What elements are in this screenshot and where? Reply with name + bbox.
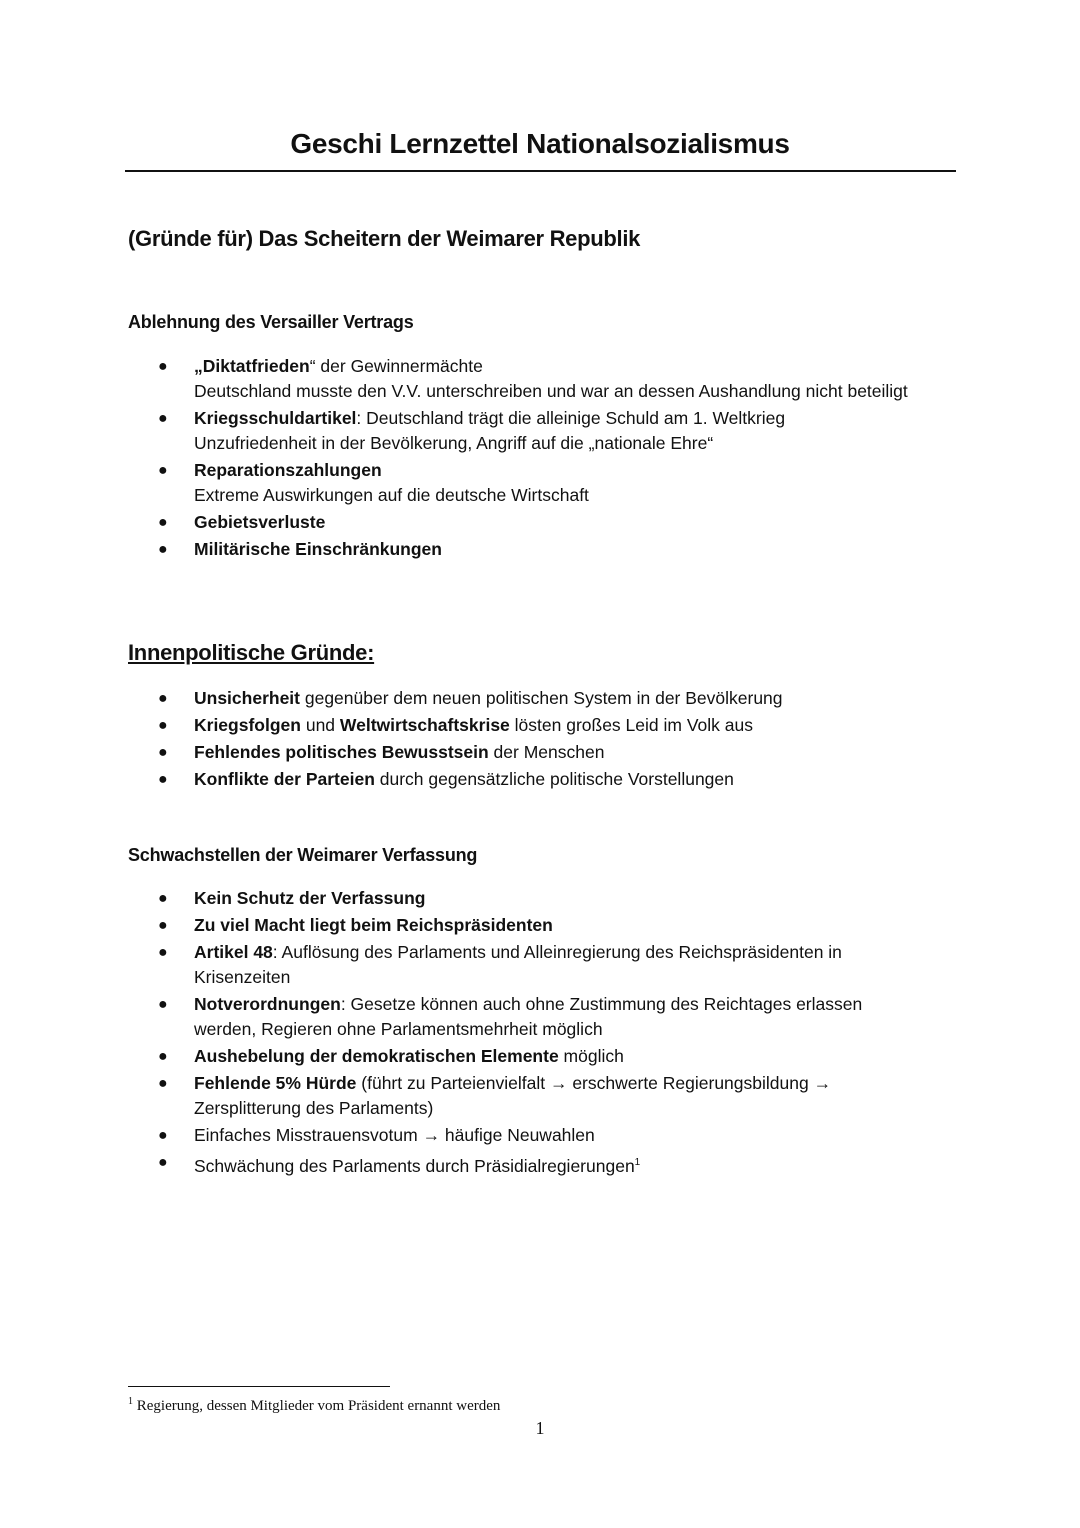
- list-item: [0, 740, 914, 765]
- item-text: lösten großes Leid im Volk aus: [509, 715, 753, 735]
- item-detail: Unzufriedenheit in der Bevölkerung, Angriff auf die „nationale Ehre“: [194, 433, 714, 453]
- title-underline: [125, 170, 956, 172]
- list-item: [0, 537, 914, 562]
- item-text: der Menschen: [488, 742, 605, 762]
- item-text: : Auflösung des Parlaments und Alleinregierung des Reichspräsidenten in Krisenzeiten: [194, 942, 842, 987]
- bullet-icon: ●: [158, 1048, 168, 1065]
- item-bold: Konflikte der Parteien: [194, 769, 375, 789]
- item-text: Schwächung des Parlaments durch Präsidialregierungen: [194, 1155, 635, 1176]
- item-bold: Gebietsverluste: [194, 512, 326, 532]
- bullet-icon: ●: [158, 771, 168, 788]
- item-text: : Gesetze können auch ohne Zustimmung des Reichtages erlassen werden, Regieren ohne Parlamentsmehrheit möglich: [194, 994, 863, 1039]
- item-text: : Deutschland trägt die alleinige Schuld am 1. Weltkrieg: [356, 408, 786, 428]
- list-versailles: [0, 354, 914, 564]
- bullet-icon: ●: [158, 944, 168, 961]
- list-item: [0, 686, 914, 711]
- item-text: “ der Gewinnermächte: [309, 356, 483, 376]
- bullet-icon: ●: [158, 514, 168, 531]
- item-text: und: [300, 715, 340, 735]
- list-item: [0, 1071, 914, 1121]
- bullet-icon: ●: [158, 744, 168, 761]
- item-text: (führt zu Parteienvielfalt → erschwerte Regierungsbildung → Zersplitterung des Parlaments): [194, 1073, 832, 1118]
- item-bold: Reparationszahlungen: [194, 460, 382, 480]
- footnote-reference[interactable]: 1: [634, 1157, 641, 1168]
- item-text: gegenüber dem neuen politischen System in der Bevölkerung: [300, 688, 783, 708]
- item-bold: Artikel 48: [194, 942, 273, 962]
- main-heading: (Gründe für) Das Scheitern der Weimarer Republik: [128, 226, 641, 251]
- item-bold: Militärische Einschränkungen: [194, 539, 442, 559]
- item-bold: Zu viel Macht liegt beim Reichspräsidenten: [194, 915, 553, 935]
- bullet-icon: ●: [158, 717, 168, 734]
- bullet-icon: ●: [158, 541, 168, 558]
- item-bold: Fehlende 5% Hürde: [194, 1073, 357, 1093]
- list-item: [0, 713, 914, 738]
- item-bold: Weltwirtschaftskrise: [339, 715, 510, 735]
- list-item: [0, 1123, 914, 1148]
- list-innenpolitik: [0, 686, 914, 794]
- item-bold: Kriegsschuldartikel: [194, 408, 357, 428]
- bullet-icon: ●: [158, 462, 168, 479]
- item-detail: Extreme Auswirkungen auf die deutsche Wirtschaft: [194, 485, 589, 505]
- item-bold: Fehlendes politisches Bewusstsein: [194, 742, 489, 762]
- item-bold: Aushebelung der demokratischen Elemente: [194, 1046, 559, 1066]
- list-item: [0, 1150, 914, 1179]
- item-bold: „Diktatfrieden: [194, 356, 310, 376]
- list-item: [0, 510, 914, 535]
- bullet-icon: ●: [158, 358, 168, 375]
- list-item: [0, 406, 914, 456]
- item-detail: Deutschland musste den V.V. unterschreiben und war an dessen Aushandlung nicht beteiligt: [194, 381, 908, 401]
- footnote-marker: 1: [128, 1396, 133, 1407]
- list-item: [0, 1044, 914, 1069]
- list-item: [0, 913, 914, 938]
- bullet-icon: ●: [158, 410, 168, 427]
- list-item: [0, 354, 914, 404]
- item-bold: Kriegsfolgen: [194, 715, 301, 735]
- bullet-icon: ●: [158, 890, 168, 907]
- bullet-icon: ●: [158, 996, 168, 1013]
- footnote-text: Regierung, dessen Mitglieder vom Präsident ernannt werden: [133, 1398, 501, 1414]
- section-heading-verfassung: Schwachstellen der Weimarer Verfassung: [128, 845, 478, 865]
- list-item: [0, 992, 914, 1042]
- footnote-separator: [128, 1386, 390, 1387]
- list-item: [0, 767, 914, 792]
- item-text: Einfaches Misstrauensvotum → häufige Neuwahlen: [194, 1125, 595, 1145]
- document-title: Geschi Lernzettel Nationalsozialismus: [290, 128, 790, 159]
- item-text: möglich: [558, 1046, 624, 1066]
- item-bold: Unsicherheit: [194, 688, 300, 708]
- section-heading-innenpolitik: Innenpolitische Gründe:: [128, 640, 375, 665]
- bullet-icon: ●: [158, 1075, 168, 1092]
- list-item: [0, 940, 914, 990]
- item-bold: Notverordnungen: [194, 994, 341, 1014]
- bullet-icon: ●: [158, 1154, 168, 1171]
- bullet-icon: ●: [158, 690, 168, 707]
- list-item: [0, 886, 914, 911]
- list-item: [0, 458, 914, 508]
- bullet-icon: ●: [158, 1127, 168, 1144]
- footnote: [128, 1396, 500, 1415]
- bullet-icon: ●: [158, 917, 168, 934]
- list-verfassung: [0, 886, 914, 1181]
- section-heading-versailles: Ablehnung des Versailler Vertrags: [128, 312, 414, 332]
- item-text: durch gegensätzliche politische Vorstellungen: [374, 769, 734, 789]
- item-bold: Kein Schutz der Verfassung: [194, 888, 426, 908]
- page-number: 1: [535, 1418, 545, 1438]
